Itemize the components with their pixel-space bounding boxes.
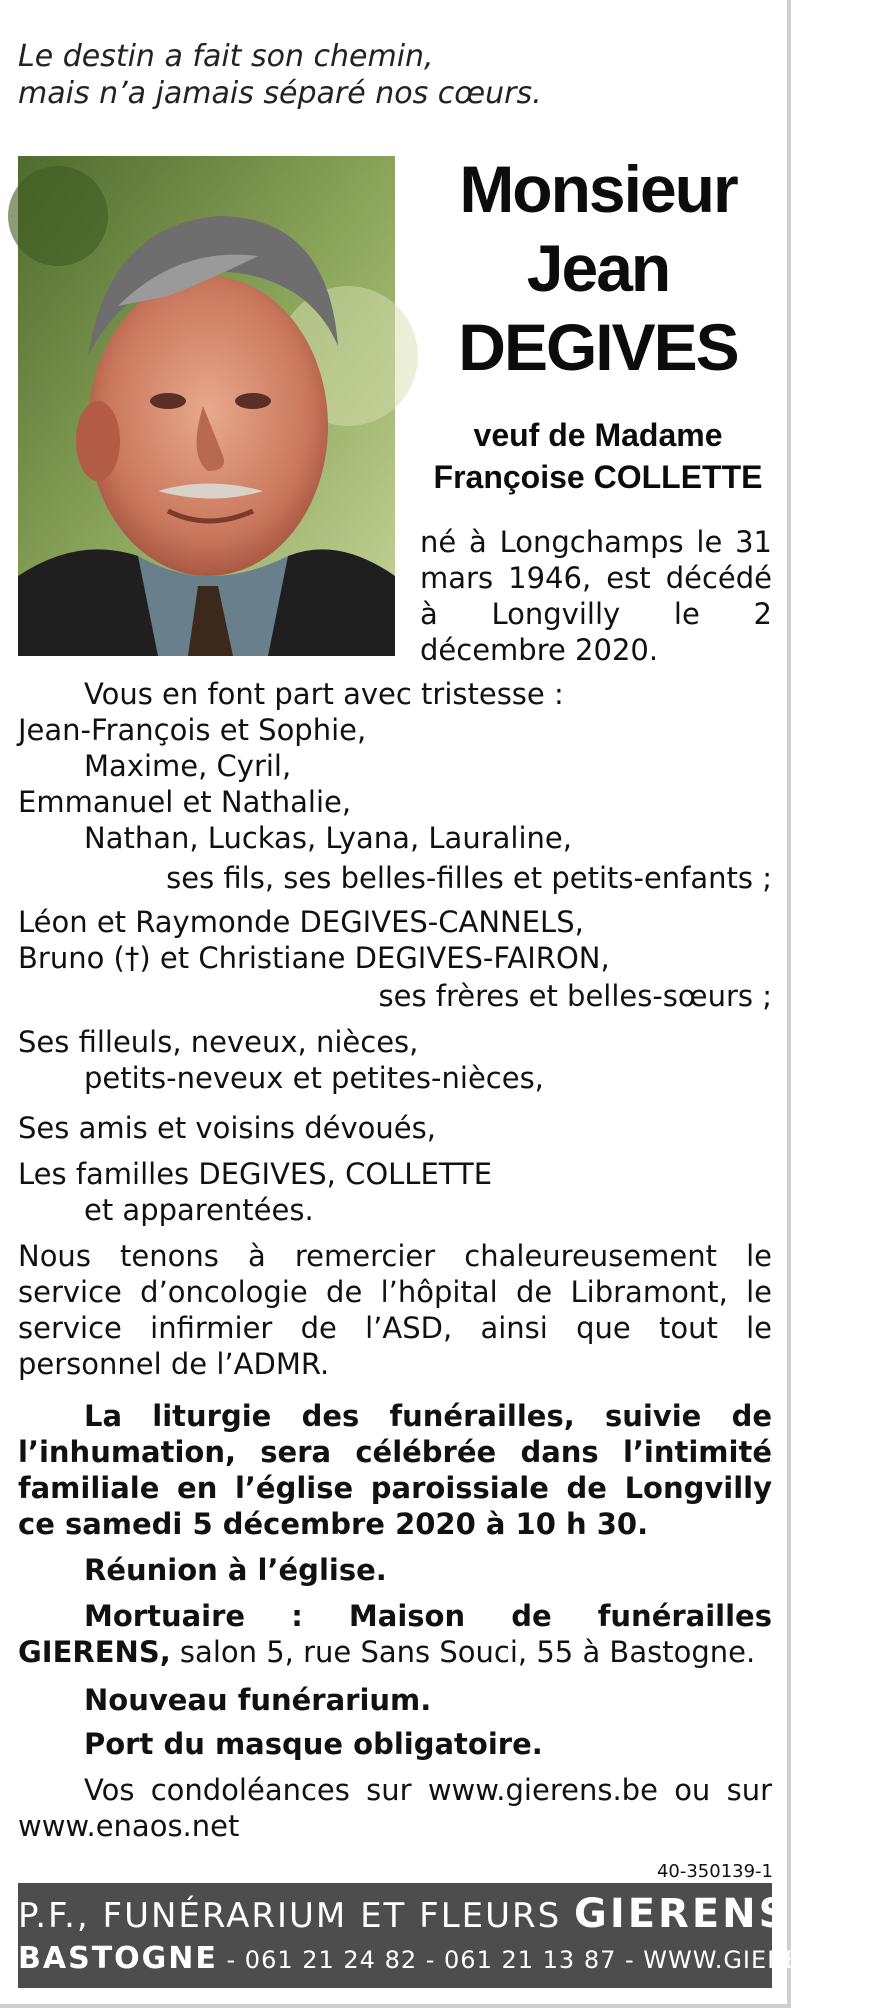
epitaph-quote xyxy=(18,38,542,112)
quote-line-2: mais n’a jamais séparé nos cœurs. xyxy=(18,76,542,111)
family-intro: Vous en font part avec tristesse : xyxy=(84,677,564,711)
banner-city: BASTOGNE xyxy=(18,1941,218,1976)
family-line-sons-1: Jean-François et Sophie, xyxy=(18,713,367,747)
family-relation-sons: ses fils, ses belles-filles et petits-enfants ; xyxy=(166,861,772,895)
family-line-grandnephews: petits-neveux et petites-nièces, xyxy=(84,1061,544,1095)
family-line-relatives: et apparentées. xyxy=(84,1193,314,1227)
ad-reference: 40-350139-1 xyxy=(656,1861,773,1882)
family-line-families: Les familles DEGIVES, COLLETTE xyxy=(18,1157,493,1191)
quote-line-1: Le destin a fait son chemin, xyxy=(18,39,434,74)
liturgy-paragraph: La liturgie des funérailles, suivie de l’inhumation, sera célébrée dans l’intimité familiale en l’église paroissiale de Longvilly ce samedi 5 décembre 2020 à 10 h 30. xyxy=(18,1399,772,1541)
family-line-friends: Ses amis et voisins dévoués, xyxy=(18,1111,436,1145)
meeting-line: Réunion à l’église. xyxy=(84,1553,387,1587)
mortuary-paragraph xyxy=(18,1598,772,1670)
birth-death-details: né à Longchamps le 31 mars 1946, est décédé à Longvilly le 2 décembre 2020. xyxy=(420,525,772,667)
family-line-godchildren: Ses filleuls, neveux, nièces, xyxy=(18,1025,419,1059)
banner-line-1 xyxy=(18,1891,791,1937)
family-line-grandchildren-1: Maxime, Cyril, xyxy=(84,749,292,783)
condolences-paragraph: Vos condoléances sur www.gierens.be ou sur www.enaos.net xyxy=(18,1773,772,1843)
family-line-grandchildren-2: Nathan, Luckas, Lyana, Lauraline, xyxy=(84,821,572,855)
banner-brand: GIERENS xyxy=(574,1891,791,1937)
deceased-title: Monsieur xyxy=(459,152,737,226)
family-line-sons-2: Emmanuel et Nathalie, xyxy=(18,785,352,819)
mask-line: Port du masque obligatoire. xyxy=(84,1727,543,1761)
banner-line-2 xyxy=(18,1941,878,1976)
banner-services: P.F., FUNÉRARIUM ET FLEURS xyxy=(18,1896,575,1936)
mortuary-address: salon 5, rue Sans Souci, 55 à Bastogne. xyxy=(170,1635,756,1669)
family-relation-brothers: ses frères et belles-sœurs ; xyxy=(378,979,772,1013)
widow-of-line-1: veuf de Madame xyxy=(473,417,723,453)
funeral-home-banner xyxy=(18,1883,878,1988)
family-line-brother-1: Léon et Raymonde DEGIVES-CANNELS, xyxy=(18,905,584,939)
banner-contacts: - 061 21 24 82 - 061 21 13 87 - WWW.GIERENS.BE xyxy=(217,1946,878,1974)
deceased-first-name: Jean xyxy=(526,231,670,305)
family-line-brother-2: Bruno (†) et Christiane DEGIVES-FAIRON, xyxy=(18,941,610,975)
portrait-photo xyxy=(18,156,395,656)
deceased-last-name: DEGIVES xyxy=(458,310,738,384)
mortuary-label: Mortuaire : Maison de funérailles GIERENS, xyxy=(18,1599,772,1669)
portrait-illustration xyxy=(18,156,395,656)
thanks-paragraph: Nous tenons à remercier chaleureusement le service d’oncologie de l’hôpital de Libramont, le service infirmier de l’ASD, ainsi que tout le personnel de l’ADMR. xyxy=(18,1239,772,1381)
widow-of-line-2: Françoise COLLETTE xyxy=(433,459,763,495)
new-funerarium-line: Nouveau funérarium. xyxy=(84,1683,432,1717)
